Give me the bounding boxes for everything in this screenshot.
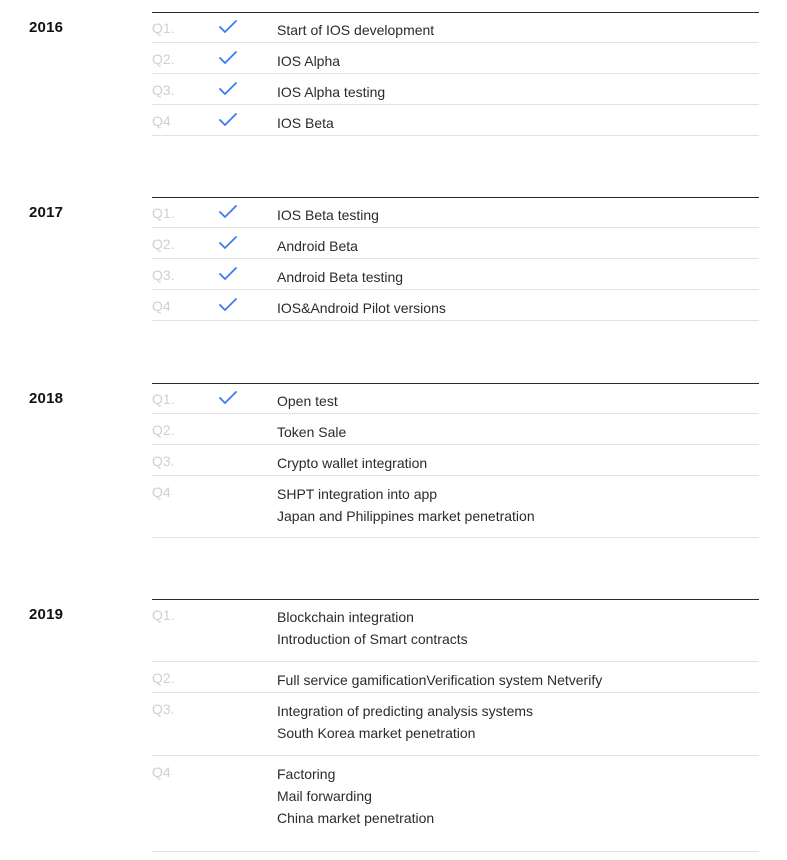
check-icon <box>218 205 238 219</box>
quarter-label: Q3. <box>152 453 175 469</box>
milestone-line: China market penetration <box>277 810 435 826</box>
milestone-text <box>277 204 747 226</box>
milestone-text <box>277 669 747 691</box>
milestone-line: Token Sale <box>277 424 347 440</box>
roadmap-row <box>152 662 759 693</box>
roadmap-row <box>152 197 759 228</box>
milestone-line: Japan and Philippines market penetration <box>277 508 535 524</box>
roadmap-row <box>152 12 759 43</box>
quarter-label: Q2. <box>152 236 175 252</box>
milestone-text <box>277 266 747 288</box>
check-icon <box>218 391 238 405</box>
milestone-line: Blockchain integration <box>277 609 414 625</box>
milestone-line: Integration of predicting analysis systems <box>277 703 534 719</box>
roadmap-row <box>152 599 759 662</box>
milestone-text <box>277 235 747 257</box>
milestone-line: Open test <box>277 393 338 409</box>
milestone-text <box>277 606 747 650</box>
milestone-text <box>277 421 747 443</box>
check-icon <box>218 236 238 250</box>
milestone-text <box>277 700 747 744</box>
check-icon <box>218 113 238 127</box>
roadmap-row <box>152 228 759 259</box>
roadmap-row <box>152 105 759 136</box>
quarter-label: Q1. <box>152 391 175 407</box>
milestone-text <box>277 452 747 474</box>
quarter-label: Q2. <box>152 670 175 686</box>
check-icon <box>218 51 238 65</box>
milestone-line: Android Beta testing <box>277 269 404 285</box>
year-label: 2019 <box>29 606 64 623</box>
milestone-text <box>277 112 747 134</box>
milestone-line: IOS Alpha testing <box>277 84 386 100</box>
milestone-line: Crypto wallet integration <box>277 455 428 471</box>
milestone-text <box>277 483 747 527</box>
quarter-label: Q1. <box>152 607 175 623</box>
check-icon <box>218 298 238 312</box>
quarter-label: Q4 <box>152 764 171 780</box>
milestone-text <box>277 81 747 103</box>
roadmap-row <box>152 445 759 476</box>
milestone-text <box>277 19 747 41</box>
roadmap-row <box>152 414 759 445</box>
roadmap-row <box>152 476 759 538</box>
quarter-label: Q3. <box>152 82 175 98</box>
quarter-label: Q1. <box>152 20 175 36</box>
milestone-line: South Korea market penetration <box>277 725 476 741</box>
quarter-label: Q4 <box>152 484 171 500</box>
milestone-line: IOS Beta <box>277 115 334 131</box>
milestone-line: IOS&Android Pilot versions <box>277 300 446 316</box>
quarter-label: Q1. <box>152 205 175 221</box>
quarter-label: Q2. <box>152 422 175 438</box>
milestone-text <box>277 297 747 319</box>
year-label: 2017 <box>29 204 64 221</box>
milestone-line: IOS Beta testing <box>277 207 379 223</box>
milestone-text <box>277 390 747 412</box>
milestone-line: Start of IOS development <box>277 22 435 38</box>
check-icon <box>218 267 238 281</box>
milestone-line: Full service gamificationVerification system Netverify <box>277 672 603 688</box>
year-label: 2016 <box>29 19 64 36</box>
check-icon <box>218 20 238 34</box>
roadmap-row <box>152 259 759 290</box>
roadmap-row <box>152 43 759 74</box>
roadmap-row <box>152 290 759 321</box>
roadmap-row <box>152 74 759 105</box>
roadmap-row <box>152 756 759 852</box>
quarter-label: Q4 <box>152 298 171 314</box>
check-icon <box>218 82 238 96</box>
roadmap-row <box>152 693 759 756</box>
milestone-line: Factoring <box>277 766 336 782</box>
roadmap-row <box>152 383 759 414</box>
milestone-text <box>277 50 747 72</box>
milestone-line: Android Beta <box>277 238 358 254</box>
quarter-label: Q3. <box>152 267 175 283</box>
year-label: 2018 <box>29 390 64 407</box>
milestone-line: Introduction of Smart contracts <box>277 631 468 647</box>
milestone-line: Mail forwarding <box>277 788 372 804</box>
quarter-label: Q4 <box>152 113 171 129</box>
quarter-label: Q3. <box>152 701 175 717</box>
milestone-text <box>277 763 747 829</box>
milestone-line: SHPT integration into app <box>277 486 438 502</box>
quarter-label: Q2. <box>152 51 175 67</box>
milestone-line: IOS Alpha <box>277 53 341 69</box>
